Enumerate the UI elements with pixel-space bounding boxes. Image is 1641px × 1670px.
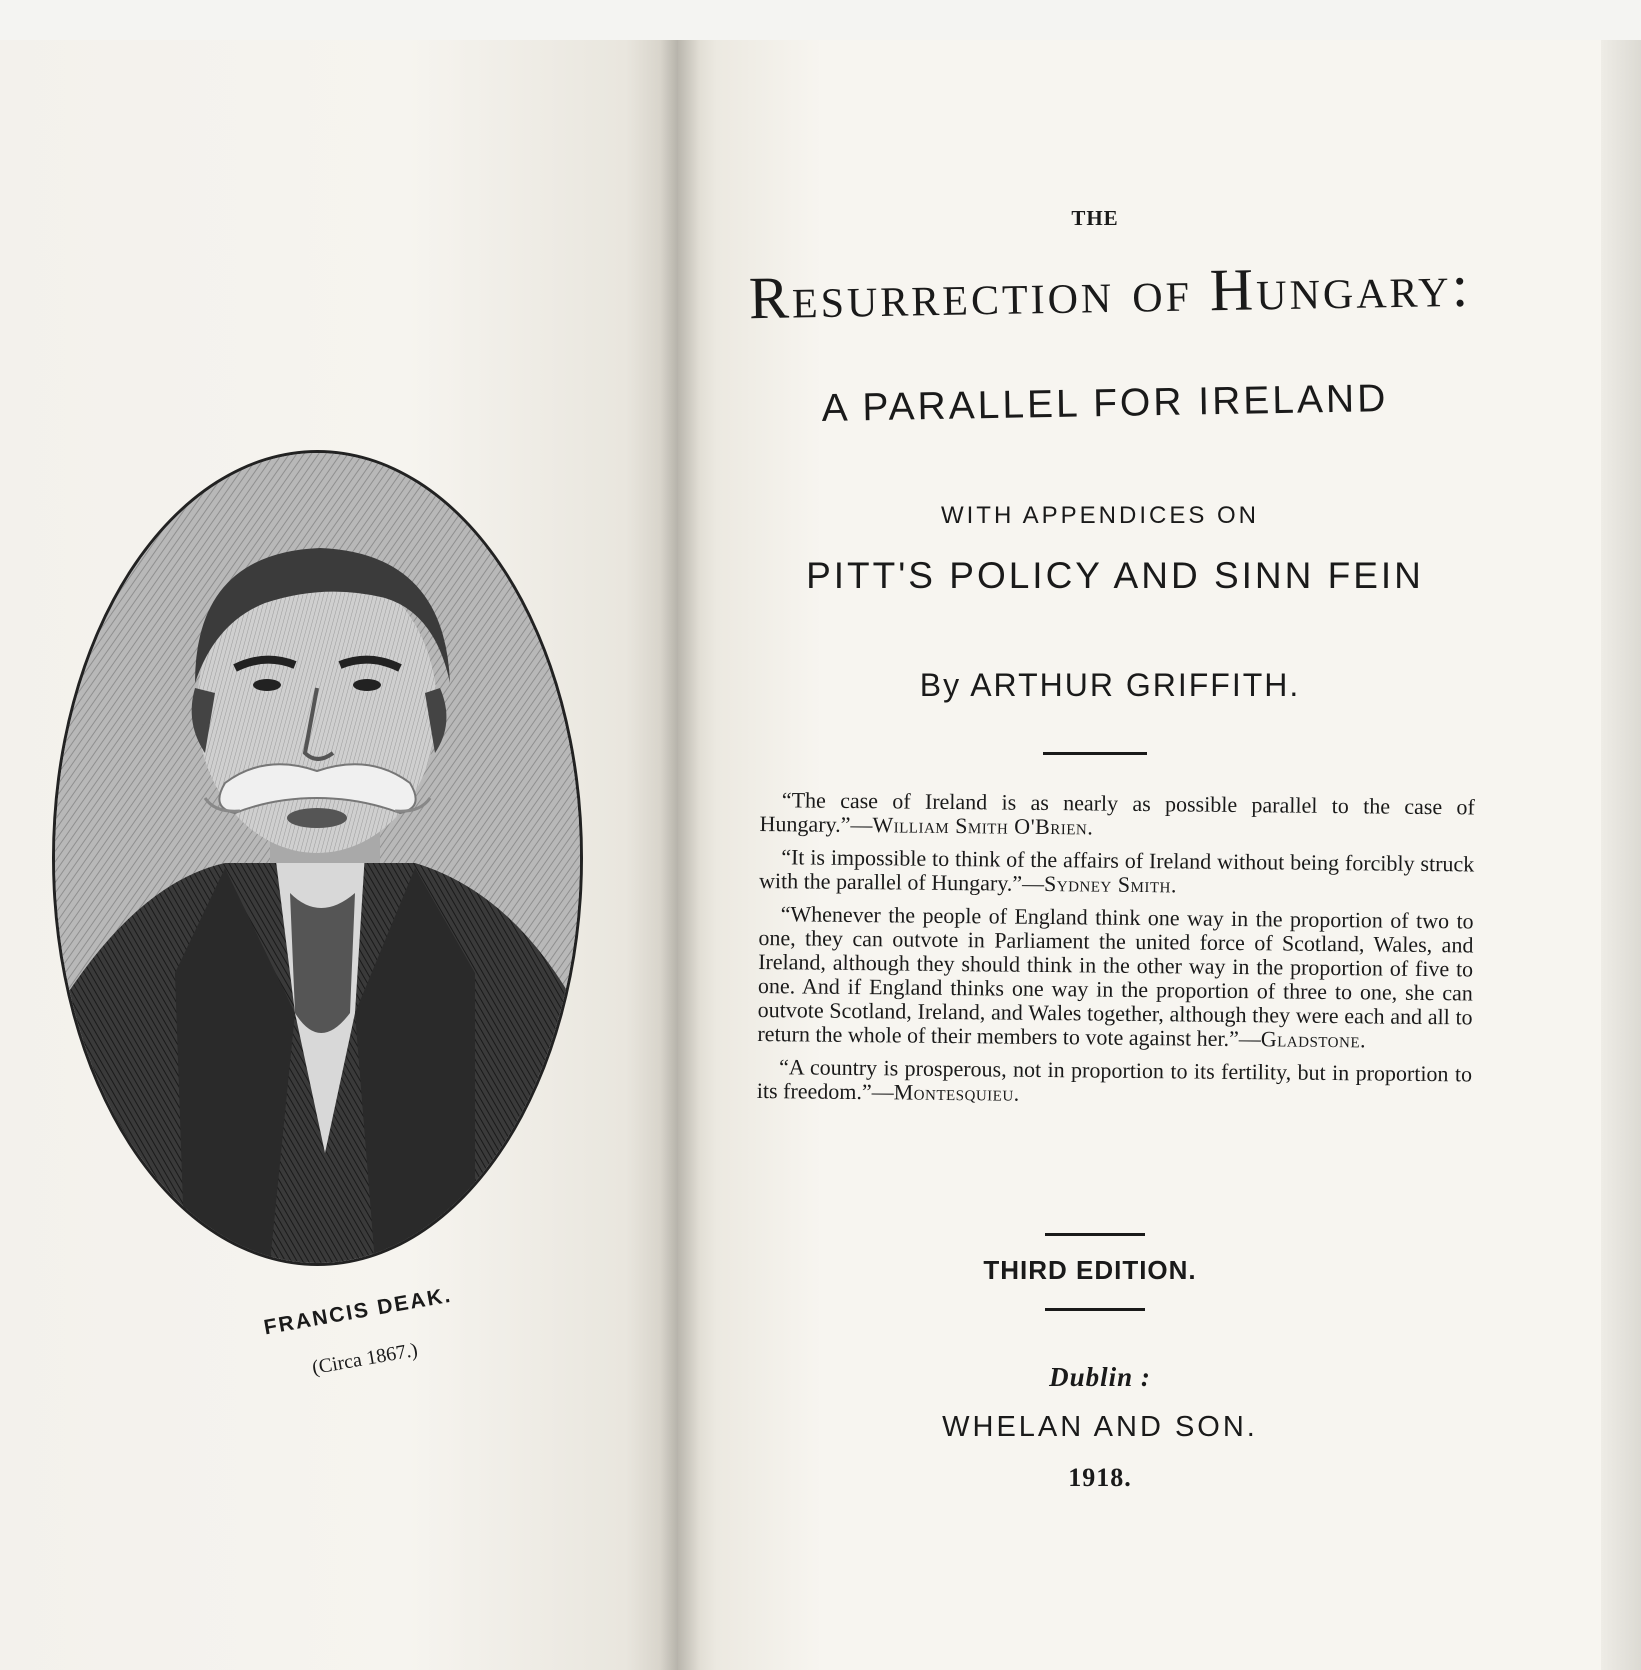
quote-attribution: Montesquieu.	[893, 1079, 1020, 1106]
portrait-engraving	[55, 453, 580, 1263]
quote-text: “Whenever the people of England think one way in the proportion of two to one, they can outvote in Parliament the united force of Scotland, Wales, and Ireland, although they should think in the other way in the proportion of five to one. And if England thinks one way in the proportion of three to one, she can outvote Scotland, Ireland, and Wales together, although they were each and all to return the whole of their members to vote against her.”—	[757, 901, 1474, 1052]
title-the: THE	[1071, 206, 1119, 230]
quote-attribution: William Smith O'Brien.	[872, 812, 1094, 840]
imprint-year: 1918.	[1068, 1463, 1132, 1492]
divider-rule	[1045, 1233, 1145, 1236]
epigraph-quote	[759, 845, 1474, 900]
book-title: Resurrection of Hungary:	[748, 252, 1472, 332]
epigraph-quote	[759, 788, 1474, 843]
edition-label: THIRD EDITION.	[983, 1255, 1197, 1285]
quote-text: “The case of Ireland is as nearly as possible parallel to the case of Hungary.”—	[759, 787, 1475, 838]
author-line: By ARTHUR GRIFFITH.	[919, 667, 1301, 703]
page-edge	[1601, 40, 1641, 1670]
divider-rule	[1043, 752, 1147, 755]
appendices-title: PITT'S POLICY AND SINN FEIN	[806, 555, 1424, 596]
imprint-publisher: WHELAN AND SON.	[942, 1411, 1258, 1443]
divider-rule	[1045, 1308, 1145, 1311]
quote-text: “A country is prosperous, not in proportion to its fertility, but in proportion to its freedom.”—	[756, 1054, 1473, 1105]
quote-attribution: Gladstone.	[1260, 1026, 1367, 1053]
book-subtitle: A PARALLEL FOR IRELAND	[821, 377, 1389, 430]
frontispiece-portrait	[52, 450, 583, 1266]
imprint-city: Dublin :	[1049, 1362, 1151, 1392]
epigraph-quote	[757, 1055, 1472, 1110]
quote-attribution: Sydney Smith.	[1043, 870, 1178, 898]
epigraph-quote	[757, 902, 1473, 1053]
epigraph-quotes	[757, 788, 1475, 1119]
portrait-caption-name: FRANCIS DEAK.	[262, 1283, 454, 1340]
quote-text: “It is impossible to think of the affairs of Ireland without being forcibly struck with the parallel of Hungary.”—	[758, 844, 1475, 896]
portrait-caption-date: (Circa 1867.)	[310, 1338, 420, 1380]
book-gutter	[660, 40, 700, 1670]
appendices-intro: WITH APPENDICES ON	[940, 502, 1260, 529]
